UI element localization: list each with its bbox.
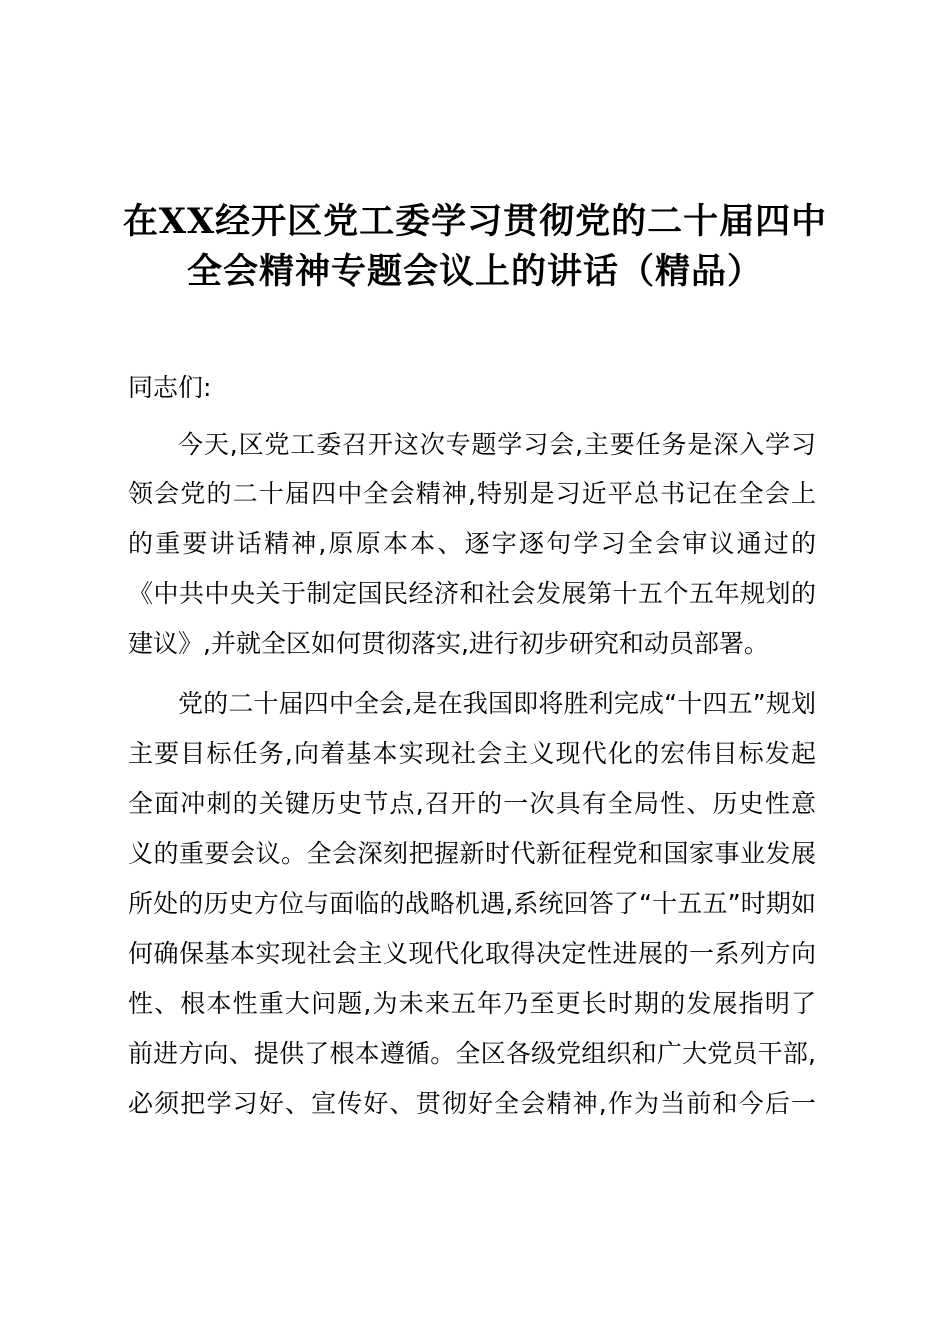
text-line: 前进方向、提供了根本遵循。全区各级党组织和广大党员干部, (128, 1039, 816, 1068)
text-line: 党的二十届四中全会,是在我国即将胜利完成“十四五”规划 (178, 689, 816, 718)
text-line: 《中共中央关于制定国民经济和社会发展第十五个五年规划的 (128, 579, 816, 608)
text-line: 的重要讲话精神,原原本本、逐字逐句学习全会审议通过的 (128, 529, 816, 558)
document-title-line-2: 全会精神专题会议上的讲话（精品） (186, 251, 763, 292)
text-line: 主要目标任务,向着基本实现社会主义现代化的宏伟目标发起 (128, 739, 816, 768)
text-line: 何确保基本实现社会主义现代化取得决定性进展的一系列方向 (128, 939, 816, 968)
text-line: 所处的历史方位与面临的战略机遇,系统回答了“十五五”时期如 (128, 889, 816, 918)
text-line: 今天,区党工委召开这次专题学习会,主要任务是深入学习 (178, 430, 816, 459)
text-line: 建议》,并就全区如何贯彻落实,进行初步研究和动员部署。 (128, 629, 769, 658)
text-line: 全面冲刺的关键历史节点,召开的一次具有全局性、历史性意 (128, 789, 816, 818)
text-line: 必须把学习好、宣传好、贯彻好全会精神,作为当前和今后一 (128, 1089, 816, 1118)
document-title-line-1: 在XX经开区党工委学习贯彻党的二十届四中 (122, 201, 828, 242)
salutation: 同志们: (128, 373, 212, 402)
text-line: 义的重要会议。全会深刻把握新时代新征程党和国家事业发展 (128, 839, 816, 868)
text-line: 性、根本性重大问题,为未来五年乃至更长时期的发展指明了 (128, 989, 816, 1018)
text-line: 领会党的二十届四中全会精神,特别是习近平总书记在全会上 (128, 479, 816, 508)
